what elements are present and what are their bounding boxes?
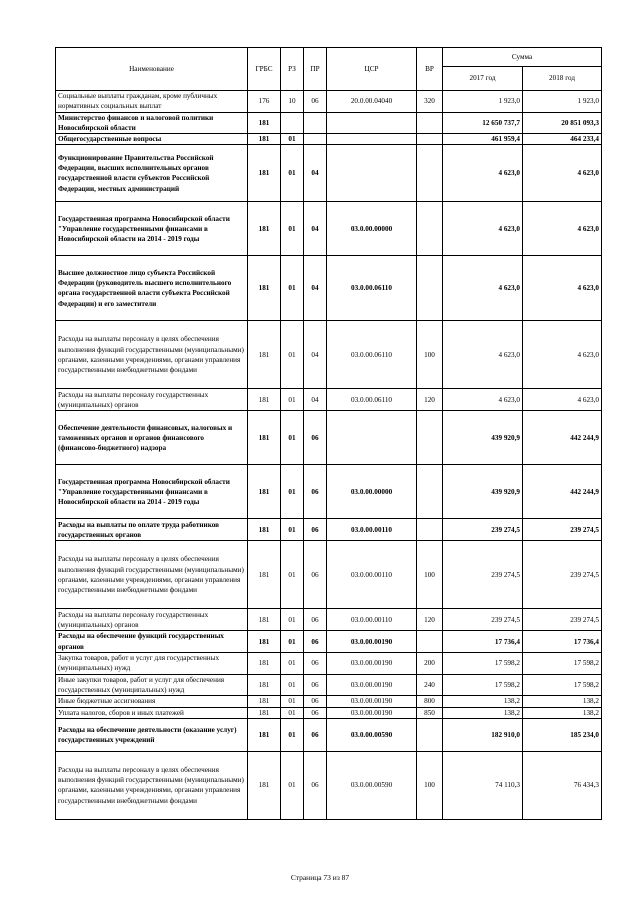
row-grbs: 181	[248, 609, 281, 631]
table-row	[56, 112, 602, 134]
row-csr: 03.0.00.00000	[327, 465, 417, 519]
row-name: Расходы на выплаты по оплате труда работников государственных органов	[56, 519, 248, 541]
row-sum-2018: 4 623,0	[523, 321, 602, 389]
row-sum-2017: 439 920,9	[443, 411, 523, 465]
row-csr: 03.0.00.06110	[327, 321, 417, 389]
row-vr: 120	[417, 609, 443, 631]
row-sum-2017: 17 736,4	[443, 631, 523, 653]
row-csr: 03.0.00.00190	[327, 696, 417, 707]
table-row	[56, 519, 602, 541]
row-rz: 10	[281, 91, 304, 113]
row-name: Общегосударственные вопросы	[56, 134, 248, 145]
row-vr	[417, 202, 443, 256]
row-sum-2017: 182 910,0	[443, 718, 523, 751]
row-sum-2017: 4 623,0	[443, 389, 523, 411]
row-grbs: 176	[248, 91, 281, 113]
row-pr: 04	[304, 256, 327, 321]
row-grbs: 181	[248, 751, 281, 819]
row-rz: 01	[281, 674, 304, 696]
row-grbs: 181	[248, 134, 281, 145]
row-sum-2018: 1 923,0	[523, 91, 602, 113]
row-grbs: 181	[248, 411, 281, 465]
row-pr: 06	[304, 631, 327, 653]
row-sum-2018: 239 274,5	[523, 541, 602, 609]
row-pr: 06	[304, 674, 327, 696]
row-pr: 06	[304, 519, 327, 541]
row-csr: 03.0.00.00590	[327, 751, 417, 819]
row-vr	[417, 256, 443, 321]
row-name: Иные закупки товаров, работ и услуг для обеспечения государственных (муниципальных) нужд	[56, 674, 248, 696]
row-sum-2018: 20 851 093,3	[523, 112, 602, 134]
row-sum-2018: 17 598,2	[523, 674, 602, 696]
row-vr: 240	[417, 674, 443, 696]
row-vr: 100	[417, 321, 443, 389]
row-sum-2018: 442 244,9	[523, 411, 602, 465]
row-grbs: 181	[248, 653, 281, 675]
header-year-2018: 2018 год	[523, 67, 602, 91]
row-grbs: 181	[248, 145, 281, 202]
row-csr	[327, 134, 417, 145]
row-sum-2018: 4 623,0	[523, 256, 602, 321]
row-name: Министерство финансов и налоговой политики Новосибирской области	[56, 112, 248, 134]
row-name: Социальные выплаты гражданам, кроме публичных нормативных социальных выплат	[56, 91, 248, 113]
row-vr	[417, 631, 443, 653]
row-rz: 01	[281, 202, 304, 256]
row-grbs: 181	[248, 718, 281, 751]
row-grbs: 181	[248, 707, 281, 718]
row-rz: 01	[281, 609, 304, 631]
row-sum-2018: 4 623,0	[523, 145, 602, 202]
row-pr: 06	[304, 696, 327, 707]
row-pr: 04	[304, 202, 327, 256]
row-csr: 20.0.00.04040	[327, 91, 417, 113]
table-row	[56, 202, 602, 256]
table-row	[56, 631, 602, 653]
row-pr: 06	[304, 609, 327, 631]
row-vr	[417, 145, 443, 202]
row-grbs: 181	[248, 112, 281, 134]
row-vr	[417, 134, 443, 145]
row-csr: 03.0.00.00190	[327, 707, 417, 718]
row-pr: 06	[304, 91, 327, 113]
table-row	[56, 389, 602, 411]
table-row	[56, 674, 602, 696]
row-sum-2017: 138,2	[443, 707, 523, 718]
row-sum-2017: 4 623,0	[443, 145, 523, 202]
page-number: Страница 73 из 87	[290, 873, 350, 882]
row-pr: 06	[304, 465, 327, 519]
row-rz: 01	[281, 411, 304, 465]
row-sum-2018: 138,2	[523, 696, 602, 707]
row-sum-2018: 138,2	[523, 707, 602, 718]
row-name: Обеспечение деятельности финансовых, налоговых и таможенных органов и органов финансового (финансово-бюджетного) надзора	[56, 411, 248, 465]
row-pr: 06	[304, 707, 327, 718]
row-grbs: 181	[248, 256, 281, 321]
row-rz: 01	[281, 707, 304, 718]
row-sum-2018: 239 274,5	[523, 609, 602, 631]
row-vr	[417, 465, 443, 519]
row-csr: 03.0.00.00190	[327, 653, 417, 675]
row-pr: 06	[304, 541, 327, 609]
table-row	[56, 751, 602, 819]
table-row	[56, 465, 602, 519]
row-sum-2017: 439 920,9	[443, 465, 523, 519]
row-rz: 01	[281, 541, 304, 609]
row-sum-2018: 442 244,9	[523, 465, 602, 519]
row-vr	[417, 411, 443, 465]
row-name: Высшее должностное лицо субъекта Российской Федерации (руководитель высшего исполнительного органа государственной власти субъекта Российской Федерации) и его заместители	[56, 256, 248, 321]
row-grbs: 181	[248, 541, 281, 609]
header-vr: ВР	[417, 48, 443, 91]
header-grbs: ГРБС	[248, 48, 281, 91]
row-pr	[304, 112, 327, 134]
row-name: Расходы на выплаты персоналу государственных (муниципальных) органов	[56, 389, 248, 411]
table-row	[56, 256, 602, 321]
row-sum-2017: 239 274,5	[443, 519, 523, 541]
row-name: Функционирование Правительства Российской Федерации, высших исполнительных органов государственной власти субъектов Российской Федерации, местных администраций	[56, 145, 248, 202]
row-csr: 03.0.00.00190	[327, 631, 417, 653]
row-pr: 06	[304, 751, 327, 819]
table-row	[56, 653, 602, 675]
row-grbs: 181	[248, 389, 281, 411]
row-sum-2018: 4 623,0	[523, 389, 602, 411]
row-sum-2017: 4 623,0	[443, 321, 523, 389]
budget-table	[55, 47, 602, 820]
row-vr	[417, 718, 443, 751]
row-csr: 03.0.00.00110	[327, 519, 417, 541]
header-sum: Сумма	[443, 48, 602, 67]
row-sum-2018: 17 736,4	[523, 631, 602, 653]
row-vr	[417, 519, 443, 541]
row-sum-2018: 239 274,5	[523, 519, 602, 541]
row-name: Государственная программа Новосибирской области "Управление государственными финансами в Новосибирской области на 2014 - 2019 годы	[56, 465, 248, 519]
row-name: Расходы на выплаты персоналу государственных (муниципальных) органов	[56, 609, 248, 631]
row-rz: 01	[281, 389, 304, 411]
table-row	[56, 134, 602, 145]
row-pr: 06	[304, 718, 327, 751]
row-sum-2017: 1 923,0	[443, 91, 523, 113]
row-pr: 06	[304, 653, 327, 675]
row-vr: 100	[417, 541, 443, 609]
row-csr: 03.0.00.00110	[327, 609, 417, 631]
row-csr	[327, 145, 417, 202]
row-csr: 03.0.00.00590	[327, 718, 417, 751]
row-sum-2017: 239 274,5	[443, 541, 523, 609]
row-name: Закупка товаров, работ и услуг для государственных (муниципальных) нужд	[56, 653, 248, 675]
header-name: Наименование	[56, 48, 248, 91]
row-grbs: 181	[248, 465, 281, 519]
table-row	[56, 718, 602, 751]
row-grbs: 181	[248, 674, 281, 696]
row-name: Расходы на выплаты персоналу в целях обеспечения выполнения функций государственными (муниципальными) органами, казенными учреждениями, органами управления государственными внебюджетными фондами	[56, 751, 248, 819]
row-rz: 01	[281, 465, 304, 519]
row-sum-2018: 185 234,0	[523, 718, 602, 751]
row-sum-2017: 138,2	[443, 696, 523, 707]
row-sum-2018: 464 233,4	[523, 134, 602, 145]
row-rz: 01	[281, 256, 304, 321]
row-pr: 04	[304, 389, 327, 411]
table-row	[56, 411, 602, 465]
row-name: Государственная программа Новосибирской области "Управление государственными финансами в Новосибирской области на 2014 - 2019 годы	[56, 202, 248, 256]
row-pr	[304, 134, 327, 145]
table-row	[56, 145, 602, 202]
row-rz: 01	[281, 653, 304, 675]
row-name: Расходы на обеспечение функций государственных органов	[56, 631, 248, 653]
row-csr: 03.0.00.00110	[327, 541, 417, 609]
row-rz: 01	[281, 631, 304, 653]
table-row	[56, 707, 602, 718]
row-csr: 03.0.00.06110	[327, 256, 417, 321]
row-rz: 01	[281, 718, 304, 751]
row-pr: 04	[304, 145, 327, 202]
row-name: Уплата налогов, сборов и иных платежей	[56, 707, 248, 718]
row-grbs: 181	[248, 631, 281, 653]
row-grbs: 181	[248, 321, 281, 389]
row-csr	[327, 411, 417, 465]
header-year-2017: 2017 год	[443, 67, 523, 91]
row-sum-2018: 17 598,2	[523, 653, 602, 675]
row-sum-2017: 461 959,4	[443, 134, 523, 145]
table-row	[56, 91, 602, 113]
row-sum-2017: 4 623,0	[443, 256, 523, 321]
row-vr: 100	[417, 751, 443, 819]
row-vr: 120	[417, 389, 443, 411]
row-grbs: 181	[248, 202, 281, 256]
table-row	[56, 541, 602, 609]
row-sum-2017: 17 598,2	[443, 674, 523, 696]
header-pr: ПР	[304, 48, 327, 91]
row-csr: 03.0.00.06110	[327, 389, 417, 411]
row-grbs: 181	[248, 519, 281, 541]
row-csr: 03.0.00.00000	[327, 202, 417, 256]
row-name: Расходы на выплаты персоналу в целях обеспечения выполнения функций государственными (муниципальными) органами, казенными учреждениями, органами управления государственными внебюджетными фондами	[56, 541, 248, 609]
row-rz: 01	[281, 751, 304, 819]
row-pr: 04	[304, 321, 327, 389]
row-rz	[281, 112, 304, 134]
row-vr	[417, 112, 443, 134]
row-sum-2018: 4 623,0	[523, 202, 602, 256]
row-sum-2017: 74 110,3	[443, 751, 523, 819]
row-rz: 01	[281, 145, 304, 202]
row-rz: 01	[281, 321, 304, 389]
header-csr: ЦСР	[327, 48, 417, 91]
row-grbs: 181	[248, 696, 281, 707]
row-pr: 06	[304, 411, 327, 465]
table-row	[56, 321, 602, 389]
row-sum-2017: 17 598,2	[443, 653, 523, 675]
table-row	[56, 609, 602, 631]
row-name: Расходы на обеспечение деятельности (оказание услуг) государственных учреждений	[56, 718, 248, 751]
row-sum-2017: 4 623,0	[443, 202, 523, 256]
row-rz: 01	[281, 519, 304, 541]
row-vr: 850	[417, 707, 443, 718]
row-vr: 200	[417, 653, 443, 675]
header-rz: РЗ	[281, 48, 304, 91]
table-row	[56, 696, 602, 707]
row-csr	[327, 112, 417, 134]
row-csr: 03.0.00.00190	[327, 674, 417, 696]
row-name: Иные бюджетные ассигнования	[56, 696, 248, 707]
row-sum-2018: 76 434,3	[523, 751, 602, 819]
row-vr: 800	[417, 696, 443, 707]
table-body	[56, 91, 602, 820]
row-sum-2017: 239 274,5	[443, 609, 523, 631]
row-sum-2017: 12 650 737,7	[443, 112, 523, 134]
row-name: Расходы на выплаты персоналу в целях обеспечения выполнения функций государственными (муниципальными) органами, казенными учреждениями, органами управления государственными внебюджетными фондами	[56, 321, 248, 389]
row-vr: 320	[417, 91, 443, 113]
row-rz: 01	[281, 696, 304, 707]
row-rz: 01	[281, 134, 304, 145]
